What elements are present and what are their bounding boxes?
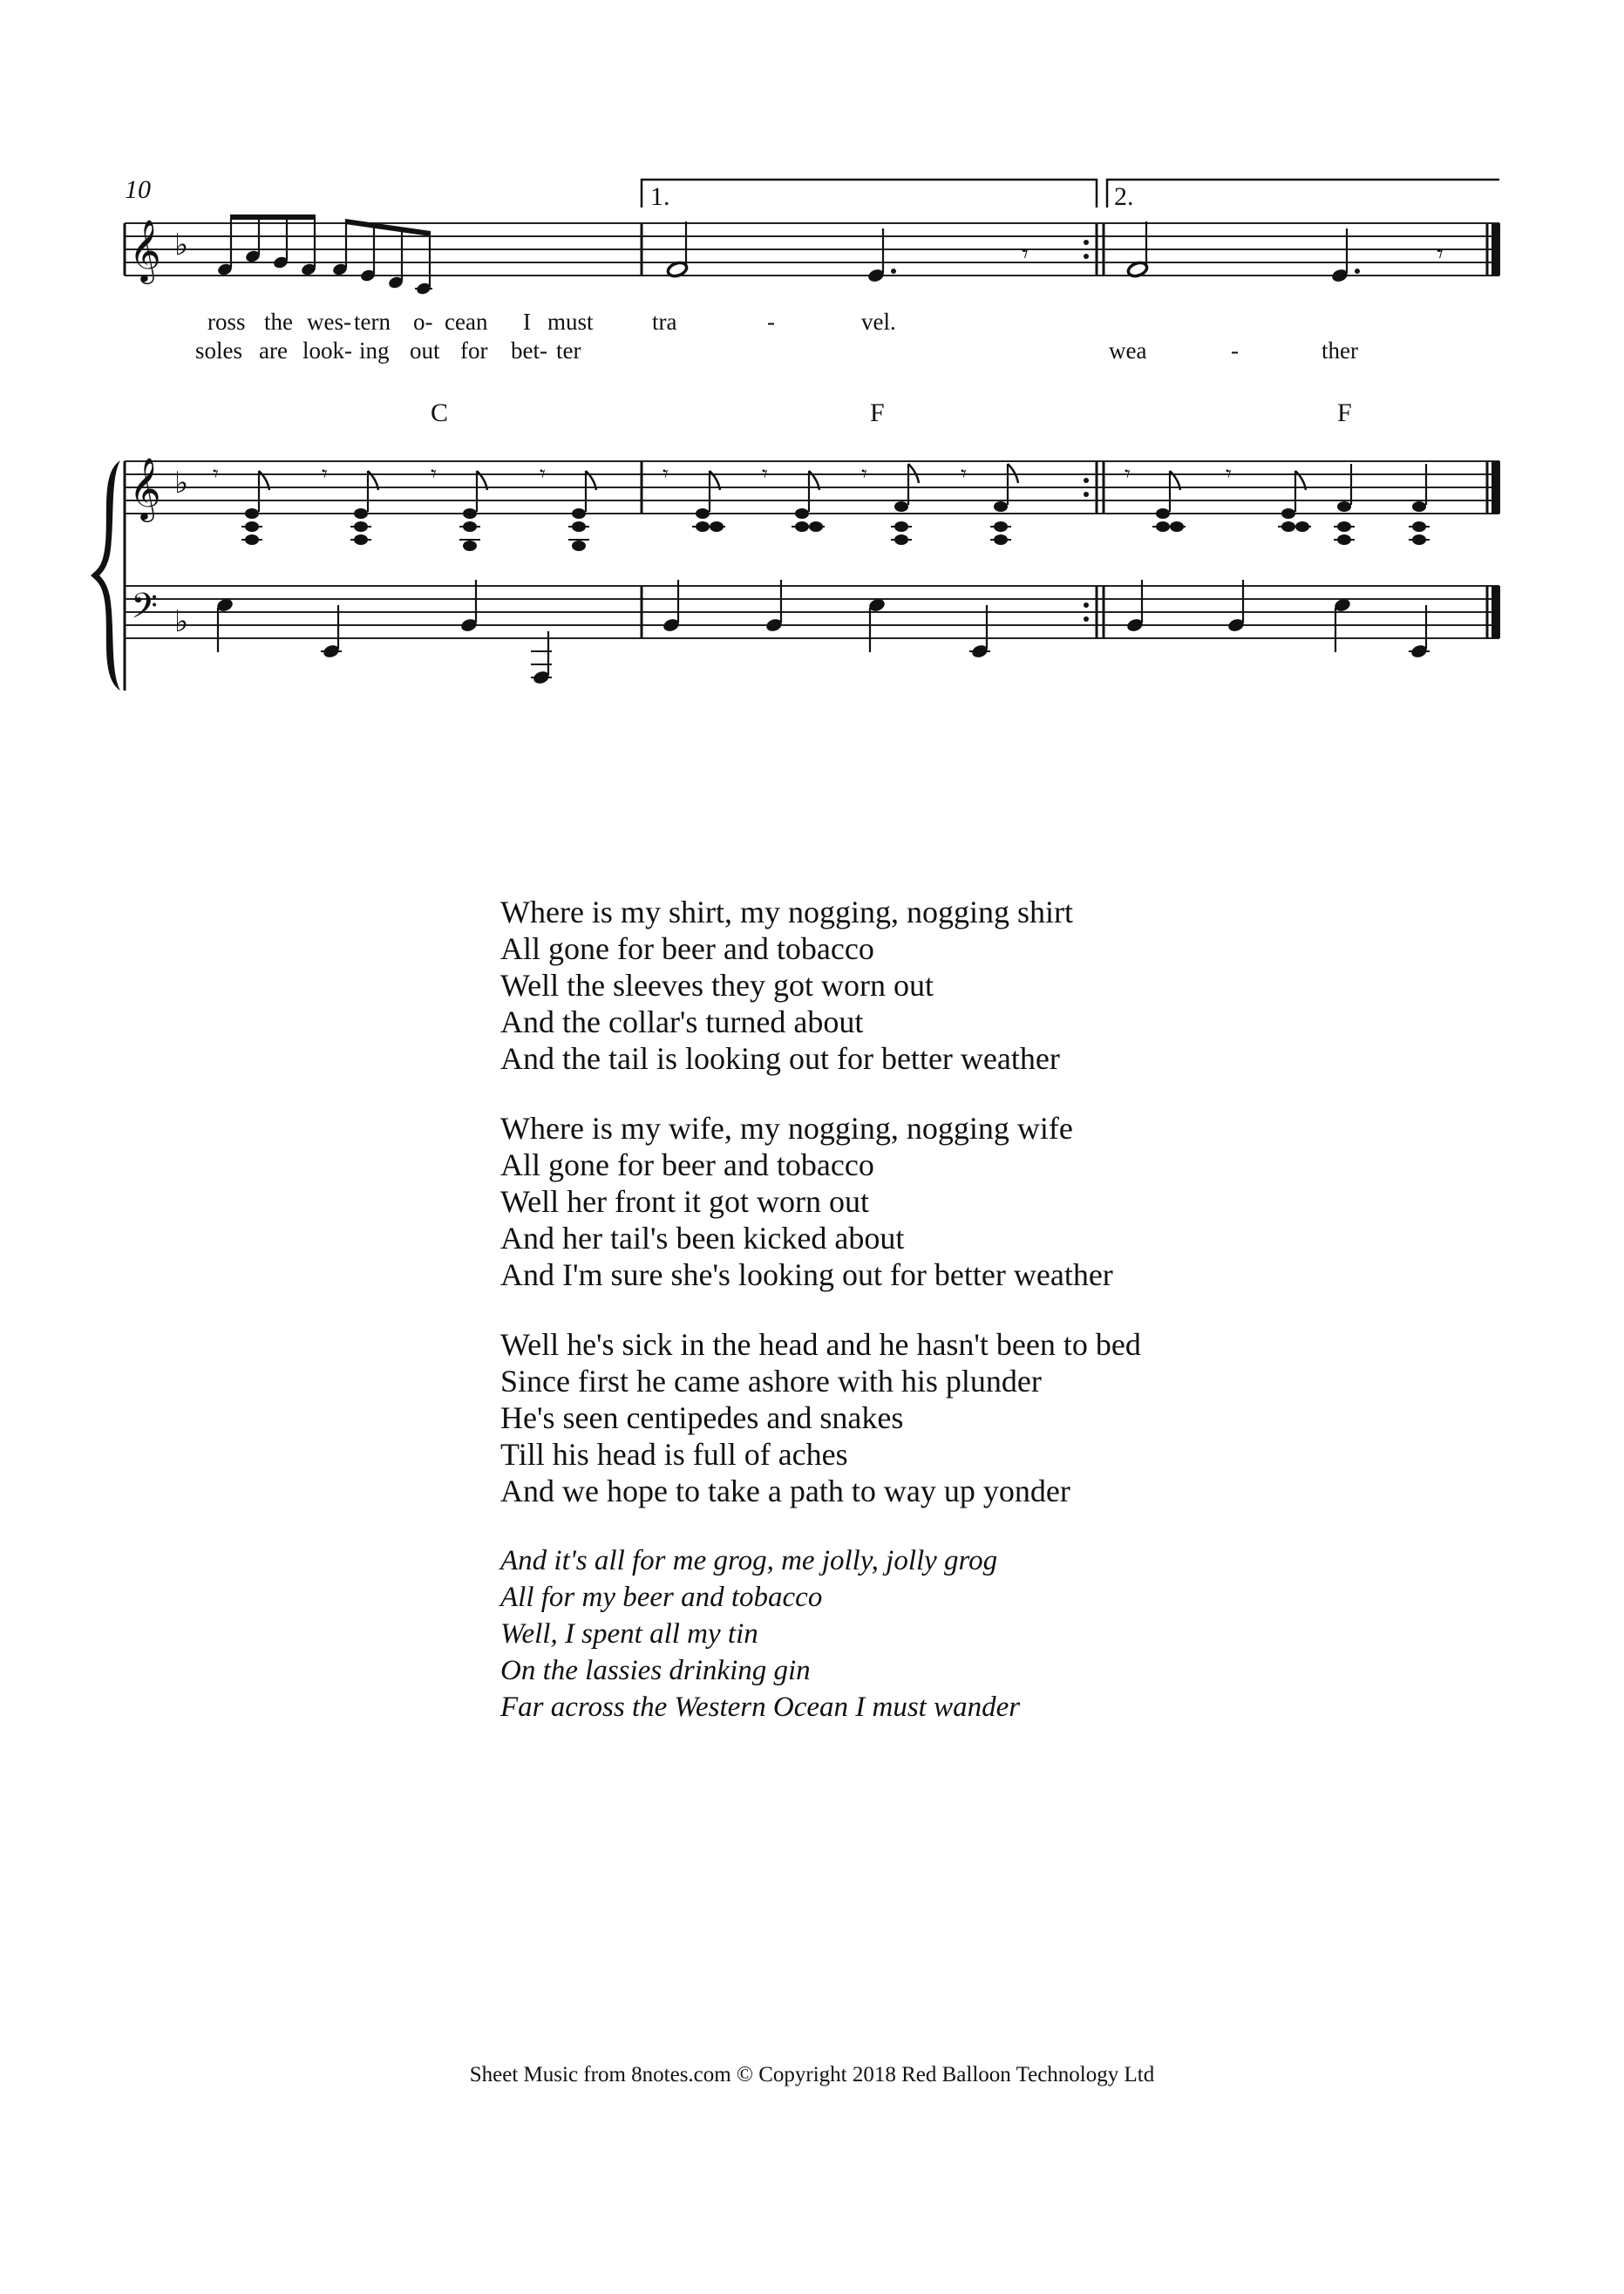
verse-line: All gone for beer and tobacco <box>500 1147 874 1182</box>
stanza-chorus <box>500 1542 1372 1726</box>
treble-clef-icon: 𝄞 <box>129 218 161 282</box>
svg-text:𝄾: 𝄾 <box>762 461 768 487</box>
lyric-syllable: cean <box>445 309 488 335</box>
flat-icon: ♭ <box>174 228 189 262</box>
verse-line: Since first he came ashore with his plunder <box>500 1364 1042 1399</box>
svg-text:𝄾: 𝄾 <box>1125 461 1131 487</box>
flat-icon: ♭ <box>174 466 189 500</box>
verse-line: Where is my wife, my nogging, nogging wife <box>500 1111 1073 1146</box>
verse-line: And her tail's been kicked about <box>500 1221 905 1256</box>
verse-line: And the tail is looking out for better weather <box>500 1041 1060 1076</box>
svg-text:𝄾: 𝄾 <box>961 461 967 487</box>
verse-line: And we hope to take a path to way up yonder <box>500 1474 1070 1508</box>
piano-brace <box>91 460 120 691</box>
lyric-syllable: out <box>410 337 440 364</box>
lyric-syllable: o- <box>413 309 433 335</box>
volta1-notes <box>666 221 1029 283</box>
chorus-line: Far across the Western Ocean I must wander <box>500 1692 1021 1723</box>
lyric-syllable: ing <box>359 337 390 364</box>
measure-number: 10 <box>125 175 151 204</box>
lyric-syllable: for <box>460 337 488 364</box>
lyric-syllable: ter <box>556 337 581 364</box>
verse-line: And I'm sure she's looking out for better weather <box>500 1257 1113 1292</box>
volta2-notes <box>1126 221 1444 283</box>
svg-text:𝄾: 𝄾 <box>663 461 669 487</box>
lyric-syllable: I <box>523 309 531 335</box>
lyric-syllable: soles <box>195 337 242 364</box>
svg-text:𝄾: 𝄾 <box>431 461 437 487</box>
lyric-syllable: are <box>259 337 288 364</box>
lyrics-verses <box>500 894 1372 1759</box>
voice-staff <box>125 214 1499 296</box>
chord-symbol: C <box>431 398 449 427</box>
lyric-syllable: look- <box>302 337 352 364</box>
treble-clef-icon: 𝄞 <box>129 456 161 520</box>
copyright-footer: Sheet Music from 8notes.com © Copyright 2018 Red Balloon Technology Ltd <box>469 2063 1155 2086</box>
svg-text:𝄾: 𝄾 <box>861 461 867 487</box>
volta-bracket-1 <box>642 180 1097 211</box>
verse-line: Well the sleeves they got worn out <box>500 968 934 1003</box>
svg-text:𝄾: 𝄾 <box>213 461 219 487</box>
stanza-2 <box>500 1110 1372 1293</box>
note-group-beamed-2 <box>331 219 432 296</box>
svg-text:𝄾: 𝄾 <box>1226 461 1232 487</box>
verse-line: Till his head is full of aches <box>500 1437 848 1472</box>
verse-line: Well he's sick in the head and he hasn't been to bed <box>500 1327 1141 1362</box>
lyric-syllable: must <box>547 309 594 335</box>
lyric-hyphen: - <box>1231 337 1239 364</box>
lyric-syllable: the <box>264 309 293 335</box>
lyric-syllable: wea <box>1109 337 1147 364</box>
lyric-syllable: wes- <box>307 309 351 335</box>
music-score-system <box>0 0 1624 785</box>
lyrics-verse-2 <box>195 337 1358 364</box>
chorus-line: On the lassies drinking gin <box>500 1655 811 1686</box>
stanza-3 <box>500 1326 1372 1509</box>
chorus-line: And it's all for me grog, me jolly, jolly grog <box>500 1545 998 1576</box>
svg-text:𝄾: 𝄾 <box>540 461 546 487</box>
svg-text:𝄾: 𝄾 <box>322 461 328 487</box>
verse-line: Well her front it got worn out <box>500 1184 870 1219</box>
volta-bracket-2 <box>1107 180 1499 211</box>
lyric-syllable: ther <box>1322 337 1358 364</box>
volta-2-label: 2. <box>1114 182 1134 211</box>
piano-bass-staff <box>125 580 1499 685</box>
chorus-line: All for my beer and tobacco <box>500 1582 823 1613</box>
stanza-1 <box>500 894 1372 1077</box>
flat-icon: ♭ <box>174 604 189 639</box>
lyric-hyphen: - <box>767 309 775 335</box>
verse-line: Where is my shirt, my nogging, nogging shirt <box>500 895 1073 929</box>
volta-1-label: 1. <box>650 182 670 211</box>
eighth-rest-icon: 𝄾 <box>1022 239 1029 269</box>
chord-symbol: F <box>1337 398 1352 427</box>
lyric-syllable: bet- <box>511 337 547 364</box>
lyrics-verse-1 <box>207 309 896 335</box>
chord-symbol: F <box>870 398 885 427</box>
verse-line: And the collar's turned about <box>500 1004 864 1039</box>
chorus-line: Well, I spent all my tin <box>500 1618 758 1650</box>
lyric-syllable: tern <box>354 309 391 335</box>
lyric-syllable: ross <box>207 309 246 335</box>
lyric-syllable: tra <box>652 309 677 335</box>
bass-clef-icon: 𝄢 <box>131 586 158 635</box>
verse-line: All gone for beer and tobacco <box>500 931 874 966</box>
verse-line: He's seen centipedes and snakes <box>500 1400 904 1435</box>
lyric-syllable: vel. <box>861 309 896 335</box>
eighth-rest-icon: 𝄾 <box>1437 239 1444 269</box>
lh-notes <box>215 580 1430 685</box>
